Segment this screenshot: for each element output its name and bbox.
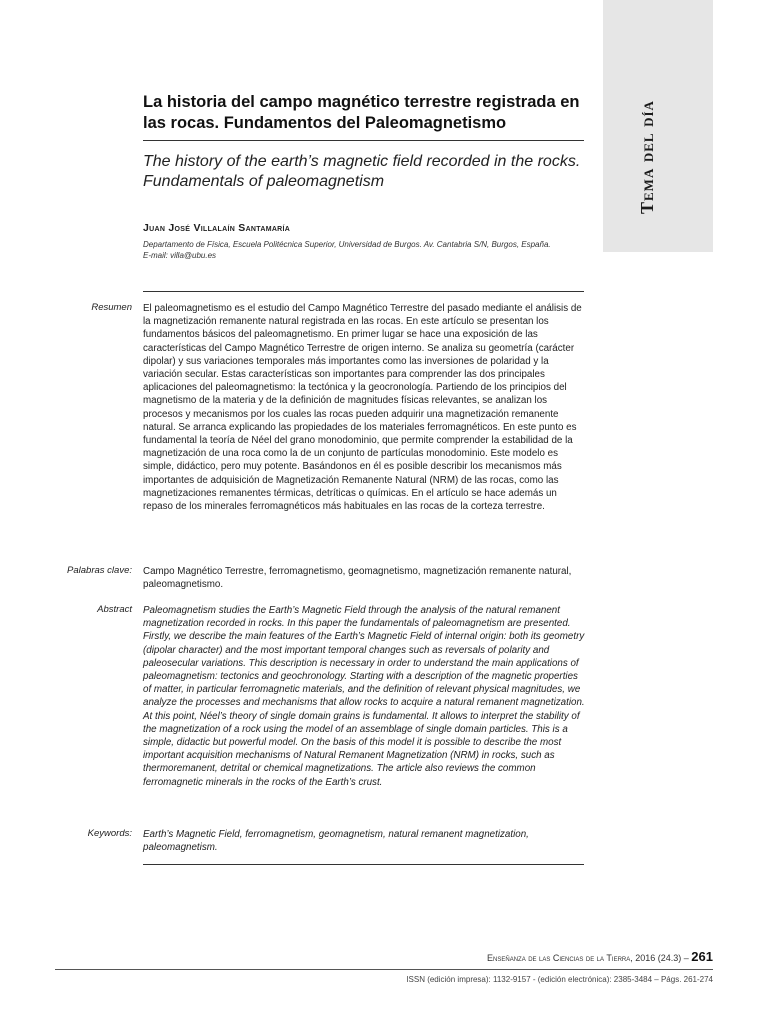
keywords-label: Keywords: bbox=[87, 828, 132, 839]
resumen-text: El paleomagnetismo es el estudio del Campo Magnético Terrestre del pasado mediante el análisis de la magnetización remanente natural registrada en las rocas. En este artículo se presentan los fundamentos básicos del paleomagnetismo. En primer lugar se hace una exposición de las características del Campo Magnético Terrestre de origen interno. Se analiza su geometría (carácter dipolar) y sus variaciones temporales más importantes como las inversiones de polaridad y la variación secular. Estas características son importantes para comprender las dos principales aplicaciones del paleomagnetismo: la tectónica y la geocronología. Partiendo de los principios del magnetismo de la materia y de la definición de magnitudes físicas relevantes, se analizan los procesos y mecanismos por los cuales las rocas pueden adquirir una magnetización remanente natural. Se arranca explicando las propiedades de los materiales ferromagnéticos. En este punto es fundamental la teoría de Néel del grano monodominio, que permite comprender la estabilidad de la magnetización de una roca como la de un conjunto de partículas monodominio. Este modelo es simple, didáctico, pero muy potente. Basándonos en él es posible describir los mecanismos más importantes de adquisición de Magnetización Remanente Natural (NRM) de las rocas, como las magnetizaciones remanentes térmicas, detríticas o químicas. En el artículo se hace además un repaso de los minerales ferromagnéticos más habituales en las rocas de la corteza terrestre. bbox=[143, 303, 582, 513]
journal-citation: Enseñanza de las Ciencias de la Tierra, 2016 (24.3) – bbox=[487, 953, 689, 963]
section-label: Tema del día bbox=[637, 100, 657, 214]
author-name: Juan José Villalaín Santamaría bbox=[143, 222, 291, 234]
abstract-text: Paleomagnetism studies the Earth’s Magnetic Field through the analysis of the natural remanent magnetization recorded in rocks. In this paper the fundamentals of paleomagnetism are presented. Firstly, we describe the main features of the Earth’s Magnetic Field of internal origin: both its geometry (dipolar character) and the most important temporal changes such as reversals of polarity and paleosecular variations. This description is necessary in order to understand the main applications of paleomagnetism: tectonics and geochronology. Starting with a description of the magnetic properties of matter, in particular ferromagnetic materials, and the definition of relevant physical magnitudes, we analyze the processes and mechanisms that allow rocks to acquire a natural remanent magnetization. At this point, Néel’s theory of single domain grains is fundamental. It allows to interpret the stability of the magnetization of a rock using the model of an assemblage of single domain particles. This is a simple, didactic but powerful model. On the basis of this model it is possible to describe the most important acquisition mechanisms of Natural Remanent Magnetization (NRM) in rocks, such as thermoremanent, detrital or chemical magnetizations. The article also reviews the common ferromagnetic minerals in the rocks of the Earth’s crust. bbox=[143, 605, 585, 788]
affiliation-address: Departamento de Física, Escuela Politécnica Superior, Universidad de Burgos. Av. Cantabria S/N, Burgos, España. bbox=[143, 240, 551, 249]
title-divider bbox=[143, 140, 584, 141]
keywords-text: Earth’s Magnetic Field, ferromagnetism, geomagnetism, natural remanent magnetization, paleomagnetism. bbox=[143, 829, 529, 854]
author-email: E-mail: villa@ubu.es bbox=[143, 251, 217, 260]
palabras-clave-text: Campo Magnético Terrestre, ferromagnetismo, geomagnetismo, magnetización remanente natural, paleomagnetismo. bbox=[143, 566, 572, 591]
author-affiliation bbox=[143, 239, 593, 261]
palabras-clave-label: Palabras clave: bbox=[67, 565, 132, 576]
side-tab-background bbox=[603, 0, 713, 252]
resumen-label: Resumen bbox=[91, 302, 132, 313]
article-subtitle-english: The history of the earth’s magnetic field recorded in the rocks. Fundamentals of paleomagnetism bbox=[143, 153, 581, 190]
footer-issn: ISSN (edición impresa): 1132-9157 - (edición electrónica): 2385-3484 – Págs. 261-274 bbox=[406, 975, 713, 984]
article-title: La historia del campo magnético terrestre registrada en las rocas. Fundamentos del Paleomagnetismo bbox=[143, 93, 580, 132]
keywords-divider bbox=[143, 864, 584, 865]
page-number: 261 bbox=[691, 949, 713, 964]
header-divider bbox=[143, 291, 584, 292]
footer-journal bbox=[487, 949, 713, 964]
abstract-label: Abstract bbox=[97, 604, 132, 615]
footer-divider bbox=[55, 969, 713, 970]
